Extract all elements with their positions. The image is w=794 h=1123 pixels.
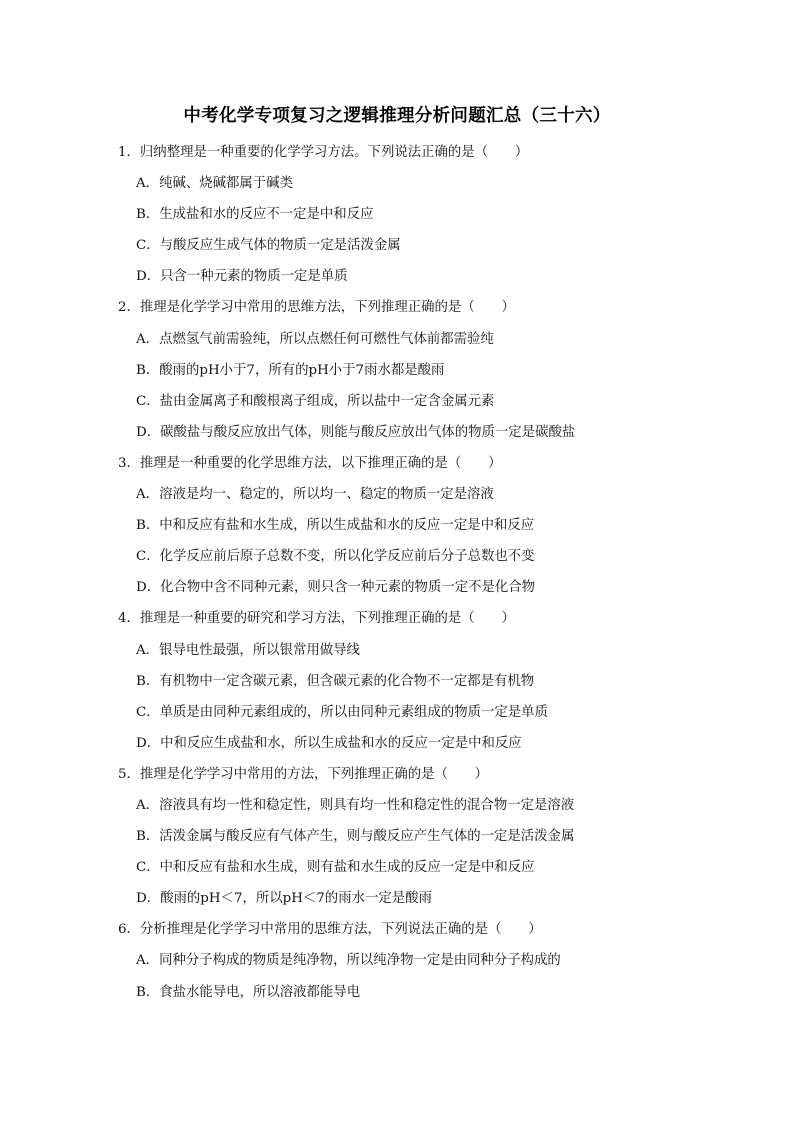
option-3-a — [0, 482, 794, 513]
option-label: B． — [136, 518, 160, 534]
option-2-c — [0, 389, 794, 420]
question-number: 5． — [118, 766, 140, 782]
option-6-a — [0, 948, 794, 979]
option-label: D． — [136, 891, 161, 907]
option-label: B． — [136, 984, 160, 1000]
option-text: 化合物中含不同种元素，则只含一种元素的物质一定不是化合物 — [160, 580, 536, 596]
option-label: A． — [136, 642, 160, 658]
option-text: 中和反应有盐和水生成，则有盐和水生成的反应一定是中和反应 — [159, 860, 535, 876]
option-label: D． — [136, 735, 161, 751]
question-stem: 推理是一种重要的化学思维方法，以下推理正确的是（ ） — [139, 455, 502, 471]
question-stem: 归纳整理是一种重要的化学学习方法。下列说法正确的是（ ） — [139, 145, 529, 160]
option-label: A． — [136, 487, 160, 503]
option-4-d — [0, 731, 794, 762]
option-label: C． — [136, 549, 160, 565]
option-text: 纯碱、烧碱都属于碱类 — [159, 176, 293, 192]
option-label: C． — [136, 238, 160, 254]
option-3-c — [0, 544, 794, 575]
option-text: 酸雨的pH小于7，所有的pH小于7雨水都是酸雨 — [159, 362, 445, 378]
question-number: 1． — [118, 145, 140, 160]
question-4 — [0, 606, 794, 637]
question-number: 3． — [118, 455, 140, 471]
option-label: B． — [136, 207, 160, 223]
option-text: 盐由金属离子和酸根离子组成，所以盐中一定含金属元素 — [159, 393, 495, 409]
option-text: 与酸反应生成气体的物质一定是活泼金属 — [159, 238, 401, 254]
option-2-b — [0, 358, 794, 389]
option-1-b — [0, 202, 794, 233]
option-label: D． — [136, 424, 161, 440]
question-1 — [0, 140, 794, 171]
question-3 — [0, 451, 794, 482]
question-2 — [0, 295, 794, 326]
option-5-c — [0, 855, 794, 886]
question-5 — [0, 762, 794, 793]
option-label: D． — [136, 580, 161, 596]
option-label: A． — [136, 797, 160, 813]
option-3-d — [0, 575, 794, 606]
option-text: 同种分子构成的物质是纯净物，所以纯净物一定是由同种分子构成的 — [159, 953, 561, 969]
option-4-a — [0, 638, 794, 669]
option-text: 单质是由同种元素组成的，所以由同种元素组成的物质一定是单质 — [159, 704, 548, 720]
option-text: 点燃氢气前需验纯，所以点燃任何可燃性气体前都需验纯 — [159, 331, 494, 347]
option-2-d — [0, 420, 794, 451]
option-4-c — [0, 700, 794, 731]
question-list — [0, 140, 794, 1011]
question-stem: 推理是一种重要的研究和学习方法，下列推理正确的是（ ） — [139, 611, 515, 627]
question-6 — [0, 917, 794, 948]
option-5-a — [0, 793, 794, 824]
option-4-b — [0, 669, 794, 700]
option-label: B． — [136, 829, 160, 845]
option-1-a — [0, 171, 794, 202]
option-6-b — [0, 980, 794, 1011]
option-label: C． — [136, 393, 160, 409]
option-text: 中和反应有盐和水生成，所以生成盐和水的反应一定是中和反应 — [159, 518, 535, 534]
option-text: 化学反应前后原子总数不变，所以化学反应前后分子总数也不变 — [159, 549, 535, 565]
option-label: B． — [136, 362, 160, 378]
option-label: C． — [136, 704, 160, 720]
option-label: A． — [136, 331, 160, 347]
option-text: 只含一种元素的物质一定是单质 — [160, 269, 348, 285]
option-label: A． — [136, 176, 160, 192]
question-stem: 分析推理是化学学习中常用的思维方法，下列说法正确的是（ ） — [139, 922, 542, 938]
option-label: A． — [136, 953, 160, 969]
option-1-c — [0, 233, 794, 264]
question-number: 6． — [118, 922, 140, 938]
question-number: 2． — [118, 300, 140, 316]
question-stem: 推理是化学学习中常用的思维方法，下列推理正确的是（ ） — [139, 300, 515, 316]
option-label: B． — [136, 673, 160, 689]
option-text: 活泼金属与酸反应有气体产生，则与酸反应产生气体的一定是活泼金属 — [159, 829, 575, 845]
option-text: 酸雨的pH＜7，所以pH＜7的雨水一定是酸雨 — [160, 891, 432, 907]
question-stem: 推理是化学学习中常用的方法，下列推理正确的是（ ） — [139, 766, 489, 782]
option-3-b — [0, 513, 794, 544]
option-text: 溶液是均一、稳定的，所以均一、稳定的物质一定是溶液 — [159, 487, 494, 503]
question-number: 4． — [118, 611, 140, 627]
document-title: 中考化学专项复习之逻辑推理分析问题汇总（三十六） — [183, 106, 611, 126]
option-text: 食盐水能导电，所以溶液都能导电 — [159, 984, 361, 1000]
option-text: 碳酸盐与酸反应放出气体，则能与酸反应放出气体的物质一定是碳酸盐 — [160, 424, 576, 440]
option-5-d — [0, 886, 794, 917]
option-text: 生成盐和水的反应不一定是中和反应 — [159, 207, 374, 223]
option-label: C． — [136, 860, 160, 876]
option-label: D． — [136, 269, 161, 285]
option-text: 有机物中一定含碳元素，但含碳元素的化合物不一定都是有机物 — [159, 673, 535, 689]
option-1-d — [0, 264, 794, 295]
option-text: 银导电性最强，所以银常用做导线 — [159, 642, 360, 658]
option-5-b — [0, 824, 794, 855]
option-text: 中和反应生成盐和水，所以生成盐和水的反应一定是中和反应 — [160, 735, 522, 751]
option-text: 溶液具有均一性和稳定性，则具有均一性和稳定性的混合物一定是溶液 — [159, 797, 575, 813]
option-2-a — [0, 327, 794, 358]
